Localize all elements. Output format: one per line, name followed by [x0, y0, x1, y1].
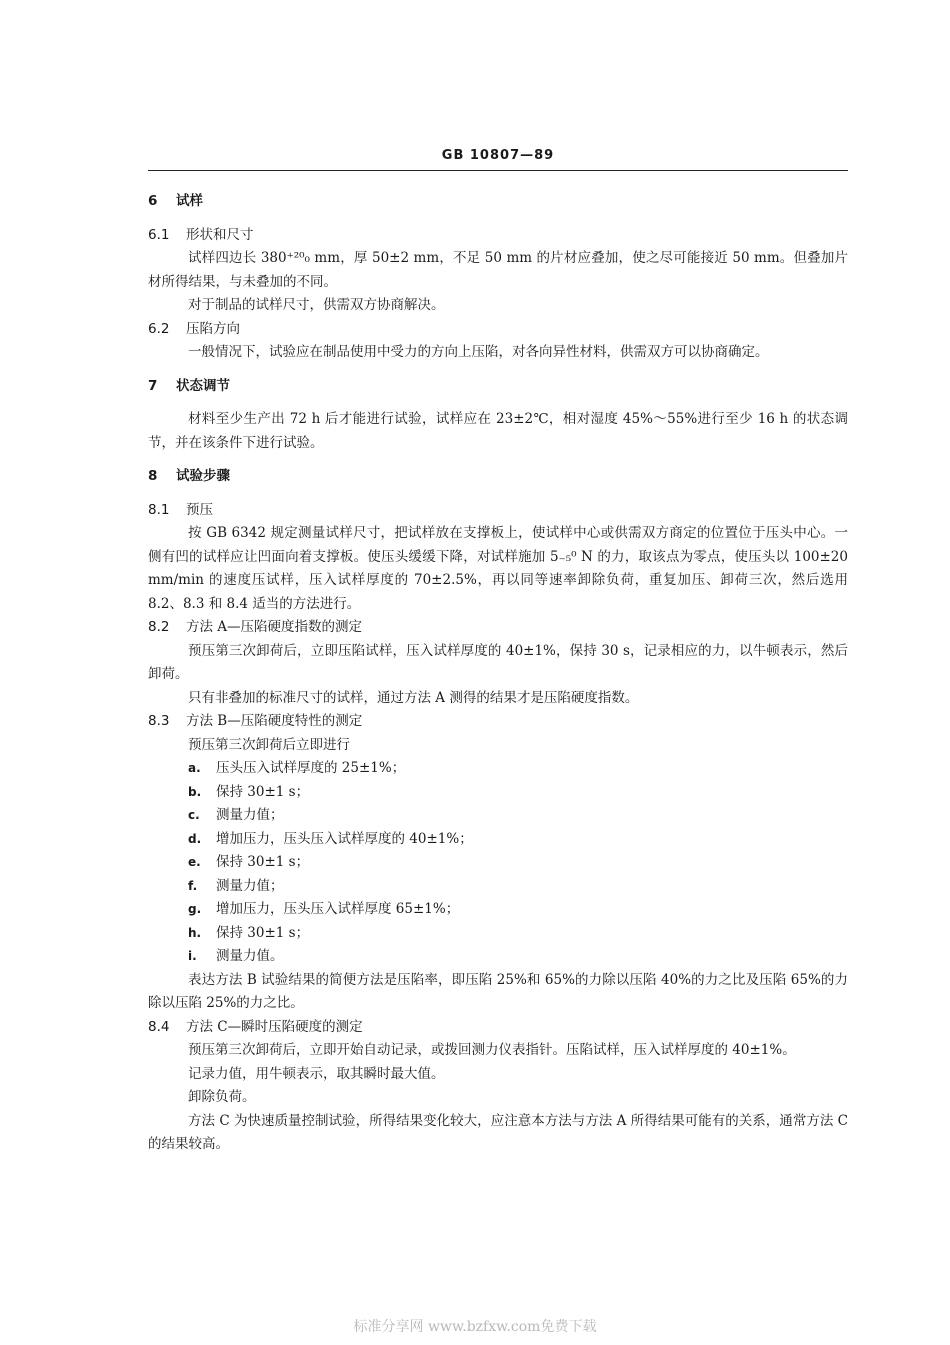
section-number: 8.3 — [148, 713, 170, 729]
list-item-label: d. — [188, 831, 202, 846]
list-item — [148, 945, 848, 969]
section-8-4-title — [148, 1016, 848, 1040]
section-number: 7 — [148, 377, 158, 394]
section-number: 8.2 — [148, 619, 170, 635]
list-item-text: 测量力值； — [216, 877, 284, 894]
list-item — [148, 828, 848, 852]
list-item — [148, 922, 848, 946]
paragraph: 表达方法 B 试验结果的简便方法是压陷率，即压陷 25%和 65%的力除以压陷 40%的力之比及压陷 65%的力除以压陷 25%的力之比。 — [148, 971, 848, 1011]
section-title-text: 方法 B—压陷硬度特性的测定 — [186, 713, 363, 729]
list-item — [148, 851, 848, 875]
section-title-text: 方法 C—瞬时压陷硬度的测定 — [186, 1018, 363, 1035]
paragraph: 预压第三次卸荷后，立即压陷试样，压入试样厚度的 40±1%，保持 30 s，记录相应的力，以牛顿表示，然后卸荷。 — [148, 642, 848, 682]
paragraph: 只有非叠加的标准尺寸的试样，通过方法 A 测得的结果才是压陷硬度指数。 — [188, 689, 639, 706]
list-item-text: 保持 30±1 s； — [216, 854, 310, 870]
document-body — [148, 190, 848, 1157]
paragraph: 一般情况下，试验应在制品使用中受力的方向上压陷，对各向异性材料，供需双方可以协商确定。 — [188, 344, 769, 360]
section-number: 6.1 — [148, 226, 170, 243]
list-item-text: 增加压力，压头压入试样厚度 65±1%； — [216, 901, 460, 917]
section-title-text: 试样 — [176, 193, 203, 209]
section-8-2-title — [148, 616, 848, 640]
section-number: 8 — [148, 468, 158, 484]
section-8-1-title — [148, 499, 848, 523]
list-item-label: h. — [188, 925, 202, 940]
section-title-text: 形状和尺寸 — [186, 226, 254, 243]
list-item — [148, 898, 848, 922]
header-rule — [148, 170, 848, 171]
paragraph: 预压第三次卸荷后，立即开始自动记录，或拨回测力仪表指针。压陷试样，压入试样厚度的 40±1%。 — [188, 1042, 796, 1058]
list-item — [148, 804, 848, 828]
document-header: GB 10807—89 — [441, 148, 555, 163]
section-6-2-title — [148, 318, 848, 342]
paragraph: 对于制品的试样尺寸，供需双方协商解决。 — [188, 297, 445, 313]
section-number: 6 — [148, 193, 158, 209]
paragraph: 记录力值，用牛顿表示，取其瞬时最大值。 — [188, 1065, 445, 1082]
paragraph: 预压第三次卸荷后立即进行 — [188, 736, 350, 753]
paragraph: 材料至少生产出 72 h 后才能进行试验，试样应在 23±2℃，相对湿度 45%～55%进行至少 16 h 的状态调节，并在该条件下进行试验。 — [148, 411, 848, 451]
section-title-text: 方法 A—压陷硬度指数的测定 — [186, 619, 363, 635]
section-title-text: 状态调节 — [176, 377, 230, 394]
list-item-text: 压头压入试样厚度的 25±1%； — [216, 760, 406, 776]
list-item-text: 测量力值； — [216, 807, 284, 823]
section-title-text: 试验步骤 — [176, 468, 230, 484]
list-item-label: c. — [188, 808, 200, 822]
list-item-label: g. — [188, 902, 202, 916]
list-item-label: b. — [188, 784, 202, 799]
list-item — [148, 781, 848, 805]
list-item-label: i. — [188, 949, 197, 963]
section-7-title — [148, 375, 848, 399]
section-number: 8.4 — [148, 1018, 170, 1035]
section-6-title — [148, 190, 848, 214]
paragraph: 卸除负荷。 — [188, 1089, 256, 1105]
section-number: 6.2 — [148, 320, 170, 337]
paragraph: 试样四边长 380⁺²⁰₀ mm，厚 50±2 mm，不足 50 mm 的片材应叠加，使之尽可能接近 50 mm。但叠加片材所得结果，与未叠加的不同。 — [148, 250, 848, 290]
list-item-text: 测量力值。 — [216, 948, 284, 964]
paragraph: 方法 C 为快速质量控制试验，所得结果变化较大，应注意本方法与方法 A 所得结果可能有的关系，通常方法 C 的结果较高。 — [148, 1112, 848, 1152]
paragraph: 按 GB 6342 规定测量试样尺寸，把试样放在支撑板上，使试样中心或供需双方商定的位置位于压头中心。一侧有凹的试样应让凹面向着支撑板。使压头缓缓下降，对试样施加 5₋₅⁰ N 的力，取该点为零点，使压头以 100±20 mm/min 的速度压试样，压入试样厚度的 70±2.5%，再以同等速率卸除负荷，重复加压、卸荷三次，然后选用 8.2、8.3 和 8.4 适当的方法进行。 — [148, 525, 848, 612]
section-8-title — [148, 465, 848, 489]
list-item-label: a. — [188, 761, 201, 775]
section-title-text: 压陷方向 — [186, 320, 240, 337]
list-item-text: 增加压力，压头压入试样厚度的 40±1%； — [216, 830, 473, 847]
section-8-3-title — [148, 710, 848, 734]
list-item-label: f. — [188, 878, 198, 893]
list-item-text: 保持 30±1 s； — [216, 783, 310, 800]
section-number: 8.1 — [148, 501, 170, 518]
section-6-1-title — [148, 224, 848, 248]
list-item-text: 保持 30±1 s； — [216, 924, 310, 941]
list-item — [148, 757, 848, 781]
watermark-footer: 标准分享网 www.bzfxw.com免费下载 — [353, 1319, 597, 1335]
list-item — [148, 875, 848, 899]
list-item-label: e. — [188, 855, 201, 869]
section-title-text: 预压 — [186, 501, 213, 518]
